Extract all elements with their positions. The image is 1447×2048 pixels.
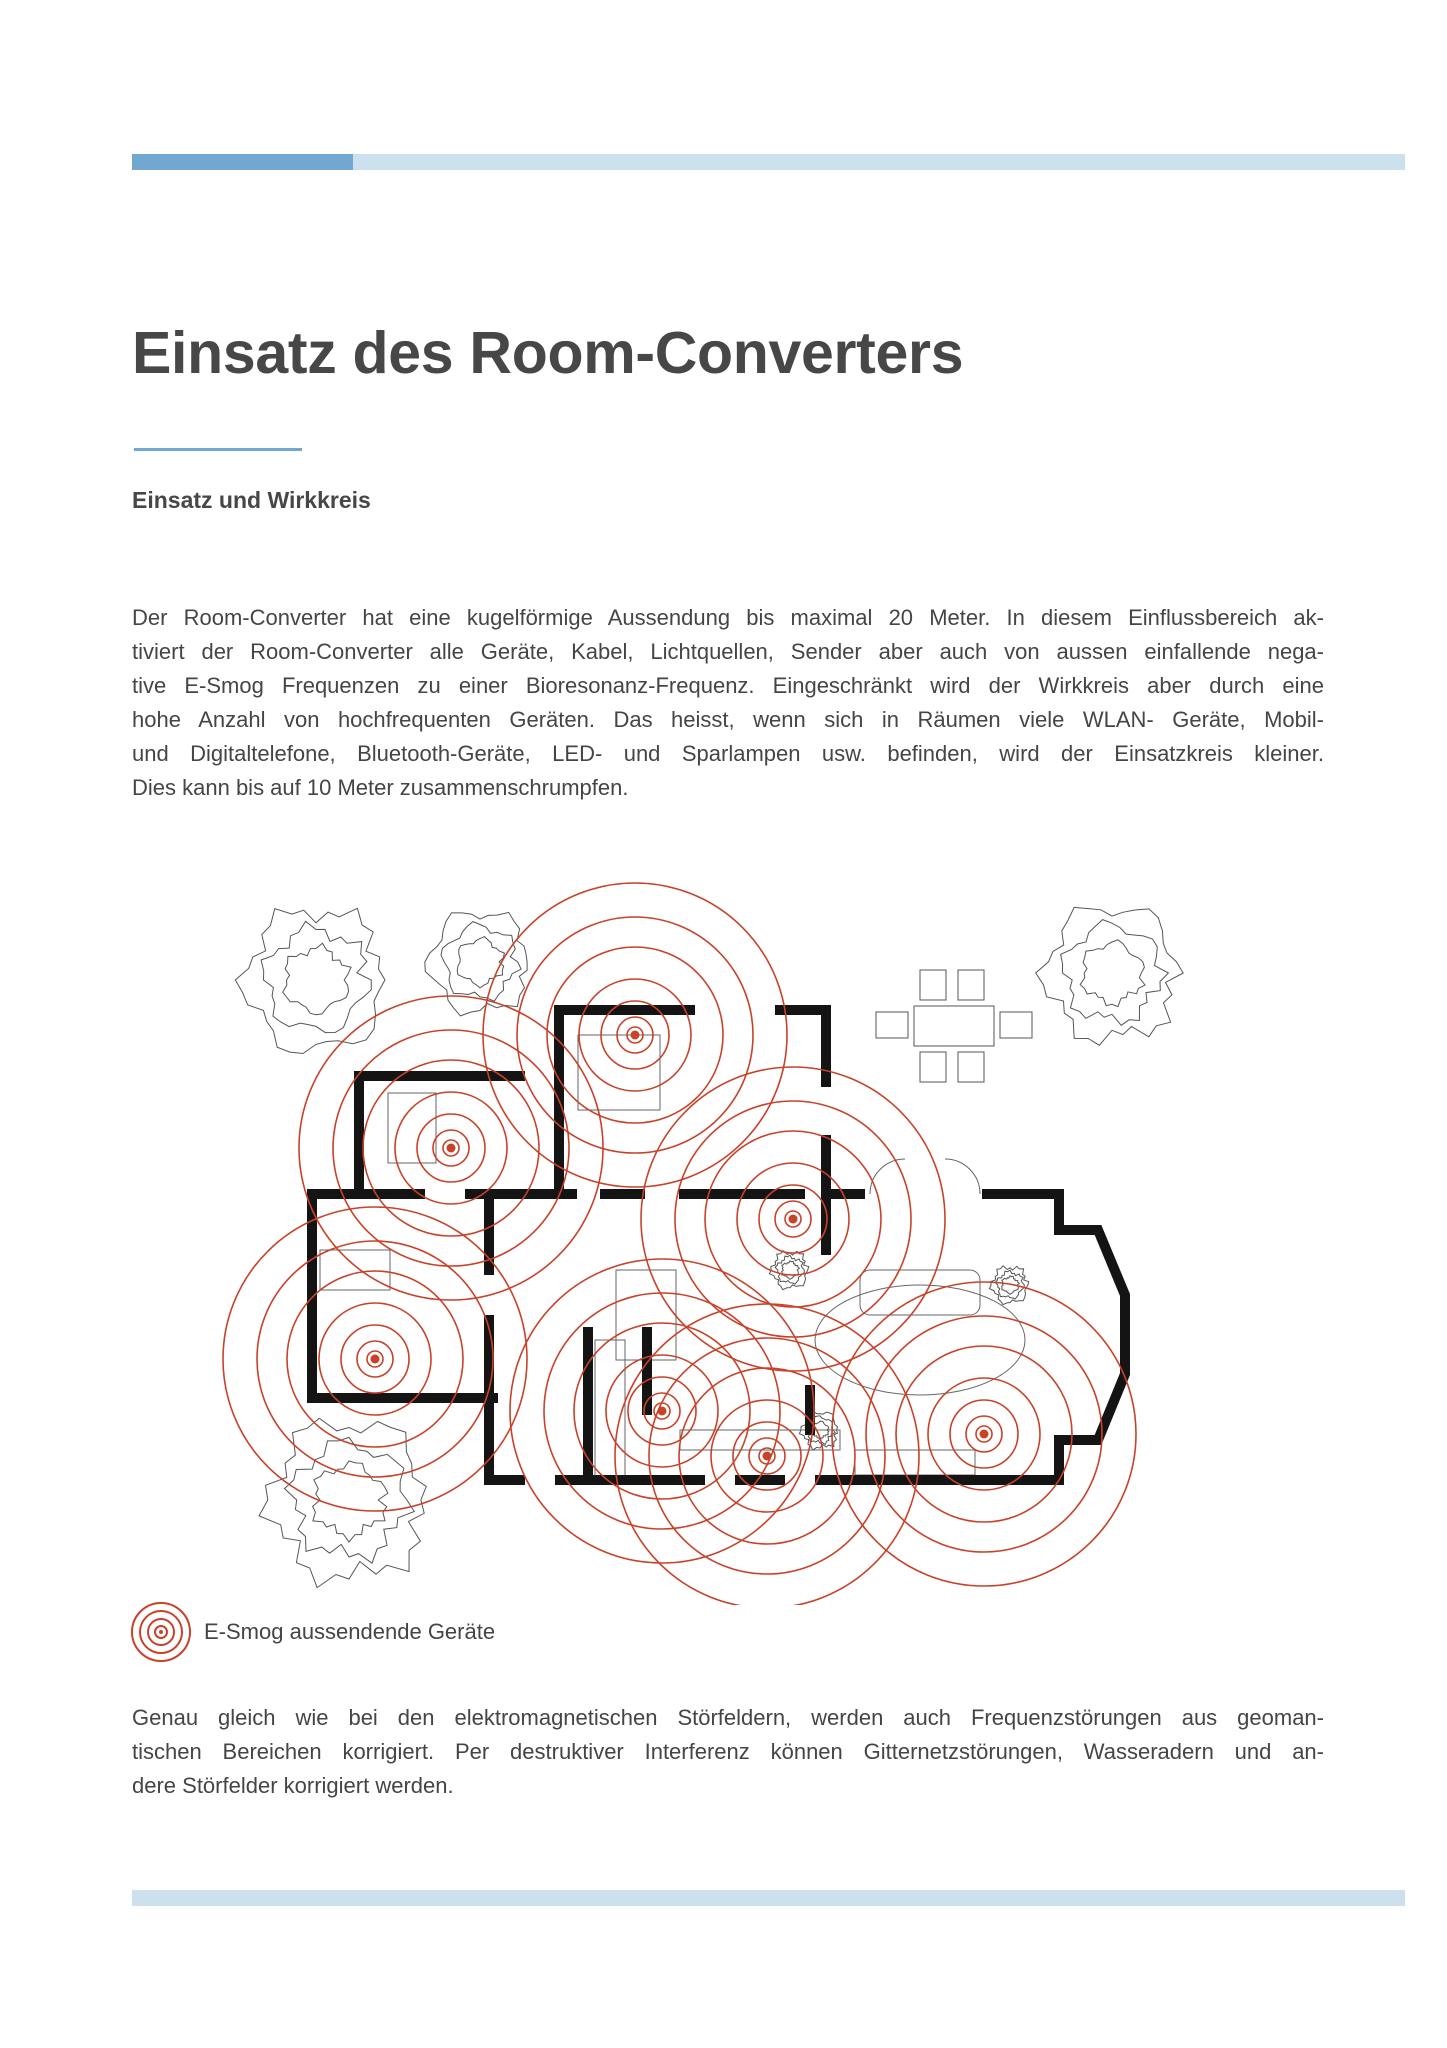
section-subtitle: Einsatz und Wirkkreis xyxy=(132,487,371,513)
sofa-icon xyxy=(860,1270,980,1315)
emitter-dot xyxy=(631,1031,640,1040)
tree-icon xyxy=(235,908,385,1053)
stairs-icon xyxy=(595,1340,625,1480)
closing-paragraph xyxy=(132,1701,1324,1803)
chair-icon xyxy=(920,1052,946,1082)
paragraph-line: tive E-Smog Frequenzen zu einer Bioresonanz-Frequenz. Eingeschränkt wird der Wirkkreis aber durch eine xyxy=(132,673,1324,698)
paragraph-line: tischen Bereichen korrigiert. Per destruktiver Interferenz können Gitternetzstörungen, Wasseradern und an- xyxy=(132,1739,1324,1764)
emitter-icon xyxy=(483,883,787,1187)
outdoor-table-and-chairs xyxy=(876,970,1032,1082)
tree-icon xyxy=(1036,907,1184,1045)
paragraph-line: Genau gleich wie bei den elektromagnetischen Störfeldern, werden auch Frequenzstörungen aus geoman- xyxy=(132,1705,1324,1730)
floor-plan-illustration xyxy=(220,870,1220,1605)
paragraph-line: tiviert der Room-Converter alle Geräte, Kabel, Lichtquellen, Sender aber auch von aussen einfallende nega- xyxy=(132,639,1324,664)
bottom-decorative-bar xyxy=(132,1890,1405,1906)
legend xyxy=(130,1601,495,1663)
chair-icon xyxy=(876,1012,908,1038)
emitter-dot xyxy=(371,1355,380,1364)
chair-icon xyxy=(1000,1012,1032,1038)
emitter-icon xyxy=(223,1207,527,1511)
paragraph-line: hohe Anzahl von hochfrequenten Geräten. Das heisst, wenn sich in Räumen viele WLAN- Geräte, Mobil- xyxy=(132,707,1324,732)
legend-label: E-Smog aussendende Geräte xyxy=(204,1619,496,1644)
top-decorative-bar xyxy=(132,154,1405,170)
emitter-dot xyxy=(980,1430,989,1439)
title-underline xyxy=(134,448,302,451)
tree-icon xyxy=(989,1266,1028,1305)
page-title: Einsatz des Room-Converters xyxy=(132,320,964,386)
emitter-icon xyxy=(615,1304,919,1605)
chair-icon xyxy=(920,970,946,1000)
door-swing xyxy=(870,1159,980,1194)
emitter-dot xyxy=(789,1215,798,1224)
interior-fixtures xyxy=(320,1035,1025,1480)
paragraph-line: Dies kann bis auf 10 Meter zusammenschrumpfen. xyxy=(132,775,629,800)
emitter-dot xyxy=(763,1452,772,1461)
emitter-dot xyxy=(447,1144,456,1153)
tree-icon xyxy=(769,1251,808,1290)
top-bar-accent xyxy=(132,154,353,170)
bed-icon xyxy=(578,1035,660,1110)
chair-icon xyxy=(958,970,984,1000)
paragraph-line: Der Room-Converter hat eine kugelförmige Aussendung bis maximal 20 Meter. In diesem Einflussbereich ak- xyxy=(132,605,1324,630)
emitter-legend-icon xyxy=(130,1601,192,1663)
emitter-rings xyxy=(223,883,1136,1605)
tree-icon xyxy=(425,912,527,1016)
emitter-icon xyxy=(832,1282,1136,1586)
paragraph-line: und Digitaltelefone, Bluetooth-Geräte, LED- und Sparlampen usw. befinden, wird der Einsatzkreis kleiner. xyxy=(132,741,1324,766)
outdoor-table xyxy=(914,1006,994,1046)
intro-paragraph xyxy=(132,601,1324,805)
emitter-icon xyxy=(641,1067,945,1371)
paragraph-line: dere Störfelder korrigiert werden. xyxy=(132,1773,454,1798)
chair-icon xyxy=(958,1052,984,1082)
